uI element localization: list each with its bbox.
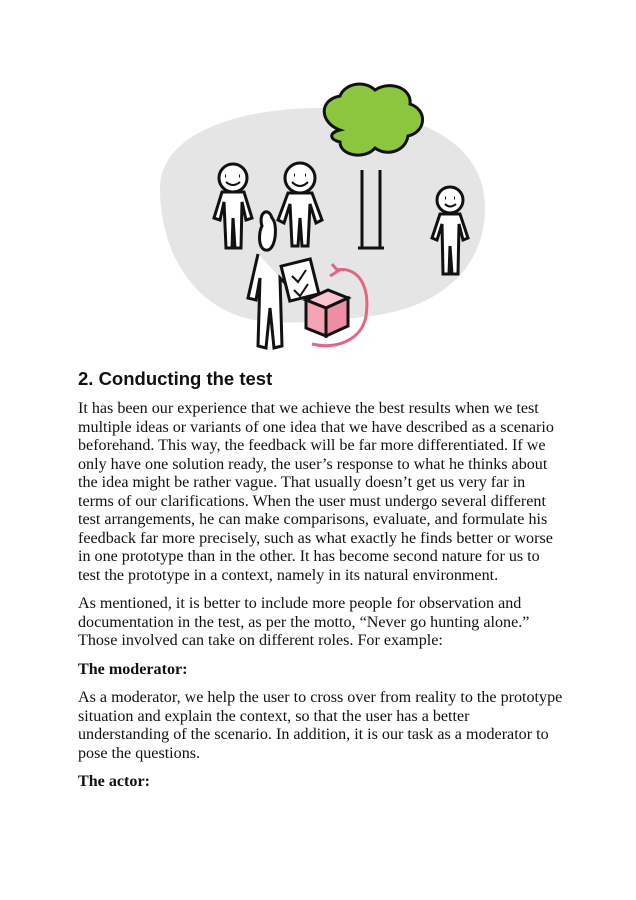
paragraph-1: It has been our experience that we achieve the best results when we test multiple ideas or variants of one idea that we have described as a scenario beforehand. This way, the feedback will be far more differentiated. If we only have one solution ready, the user’s response to what he thinks about the idea might be rather vague. That usually doesn’t get us very far in terms of our clarifications. When the user must undergo several different test arrangements, he can make comparisons, evaluate, and formulate his feedback far more precisely, such as what exactly he finds better or worse in one prototype than in the other. It has become second nature for us to test the prototype in a context, namely in its natural environment. (78, 400, 554, 584)
test-scene-drawing (140, 78, 490, 360)
backdrop-blob (160, 108, 485, 323)
actor-heading: The actor: (78, 773, 150, 790)
section-title: 2. Conducting the test (78, 368, 273, 389)
moderator-heading: The moderator: (78, 660, 188, 678)
paragraph-2: As mentioned, it is better to include more people for observation and documentation in the test, as per the motto, “Never go hunting alone.” Those involved can take on different roles. For example: (78, 595, 530, 649)
prototype-box-icon (306, 290, 348, 336)
main-content (78, 368, 564, 802)
test-scene-illustration (140, 78, 490, 360)
moderator-paragraph: As a moderator, we help the user to cross over from reality to the prototype situation and explain the context, so that the user has a better understanding of the scenario. In addition, it is our task as a moderator to pose the questions. (78, 689, 563, 762)
